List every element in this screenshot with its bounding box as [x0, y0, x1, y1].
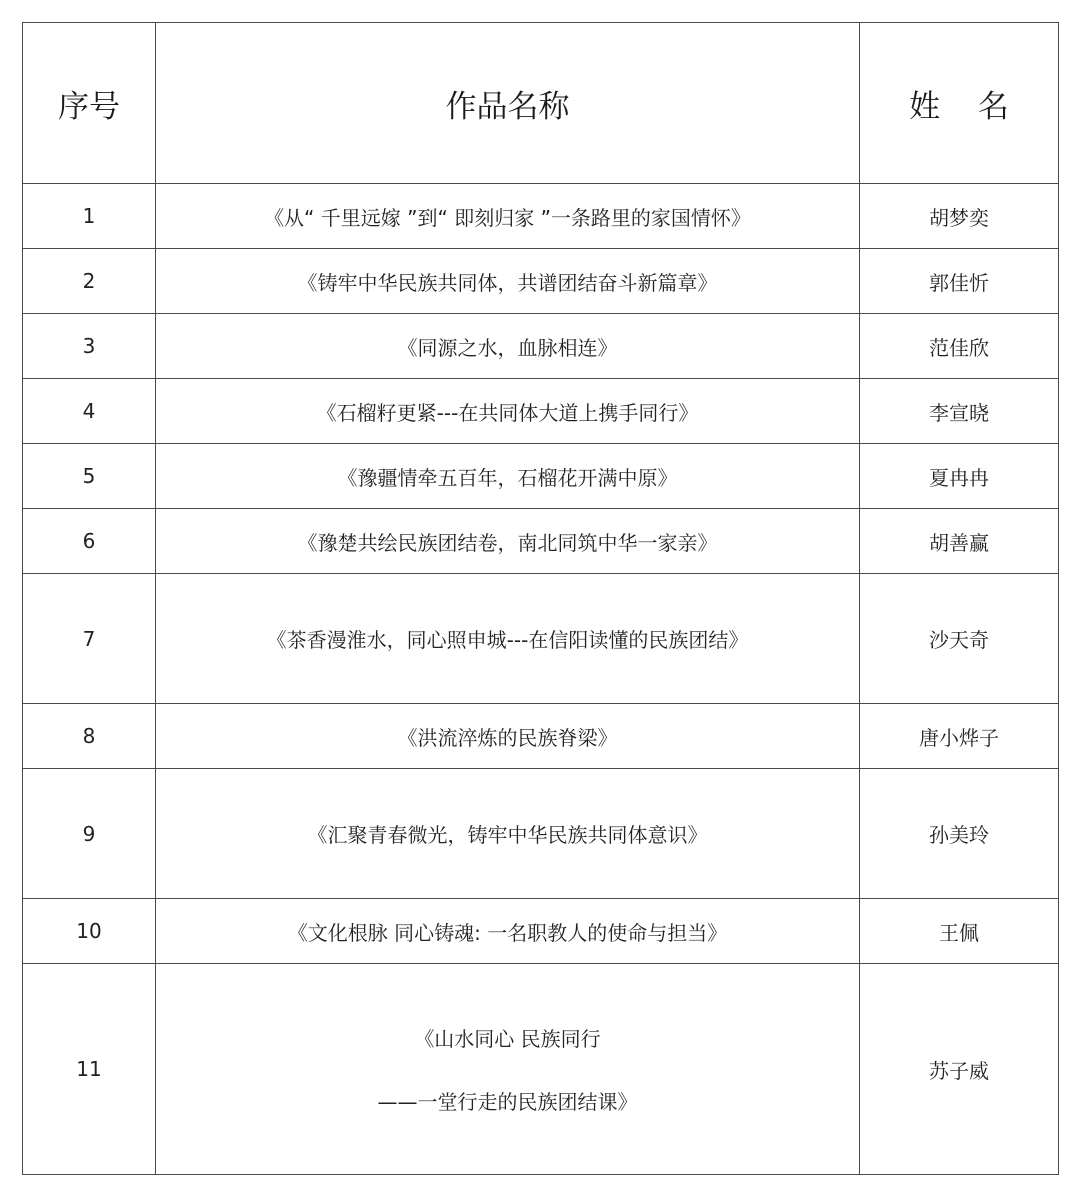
row-number: 8	[23, 704, 156, 769]
works-table	[22, 22, 1059, 1175]
row-number: 9	[23, 769, 156, 899]
row-number: 3	[23, 314, 156, 379]
row-name: 范佳欣	[860, 314, 1059, 379]
row-title: 《汇聚青春微光，铸牢中华民族共同体意识》	[156, 769, 860, 899]
row-name: 王佩	[860, 899, 1059, 964]
row-number: 2	[23, 249, 156, 314]
row-name: 孙美玲	[860, 769, 1059, 899]
table-row	[23, 899, 1059, 964]
row-title: 《洪流淬炼的民族脊梁》	[156, 704, 860, 769]
row-number: 10	[23, 899, 156, 964]
table-row	[23, 314, 1059, 379]
row-name: 胡梦奕	[860, 184, 1059, 249]
row-number: 4	[23, 379, 156, 444]
row-number: 6	[23, 509, 156, 574]
row-title: 《豫疆情牵五百年，石榴花开满中原》	[156, 444, 860, 509]
table-row	[23, 509, 1059, 574]
row-subtitle: ——一堂行走的民族团结课》	[377, 1090, 638, 1114]
row-number: 5	[23, 444, 156, 509]
row-name: 李宣晓	[860, 379, 1059, 444]
table-row	[23, 964, 1059, 1175]
row-name: 苏子威	[860, 964, 1059, 1175]
row-name: 沙天奇	[860, 574, 1059, 704]
header-serial-number: 序号	[23, 23, 156, 184]
table-row	[23, 769, 1059, 899]
row-name: 郭佳忻	[860, 249, 1059, 314]
table-row	[23, 184, 1059, 249]
table-row	[23, 574, 1059, 704]
row-title: 《铸牢中华民族共同体，共谱团结奋斗新篇章》	[156, 249, 860, 314]
row-title: 《石榴籽更紧---在共同体大道上携手同行》	[156, 379, 860, 444]
table-row	[23, 704, 1059, 769]
table-row	[23, 379, 1059, 444]
table-header-row	[23, 23, 1059, 184]
row-number: 1	[23, 184, 156, 249]
row-title-cell	[156, 964, 860, 1175]
row-title: 《山水同心 民族同行	[414, 1027, 601, 1051]
row-number: 11	[23, 964, 156, 1175]
row-title: 《茶香漫淮水，同心照申城---在信阳读懂的民族团结》	[156, 574, 860, 704]
header-author-name: 姓 名	[860, 23, 1059, 184]
row-title: 《同源之水，血脉相连》	[156, 314, 860, 379]
row-number: 7	[23, 574, 156, 704]
header-work-title: 作品名称	[156, 23, 860, 184]
table-row	[23, 444, 1059, 509]
row-name: 夏冉冉	[860, 444, 1059, 509]
row-name: 胡善赢	[860, 509, 1059, 574]
row-name: 唐小烨子	[860, 704, 1059, 769]
row-title: 《豫楚共绘民族团结卷，南北同筑中华一家亲》	[156, 509, 860, 574]
row-title: 《文化根脉 同心铸魂: 一名职教人的使命与担当》	[156, 899, 860, 964]
row-title: 《从“ 千里远嫁 ”到“ 即刻归家 ”一条路里的家国情怀》	[156, 184, 860, 249]
table-row	[23, 249, 1059, 314]
